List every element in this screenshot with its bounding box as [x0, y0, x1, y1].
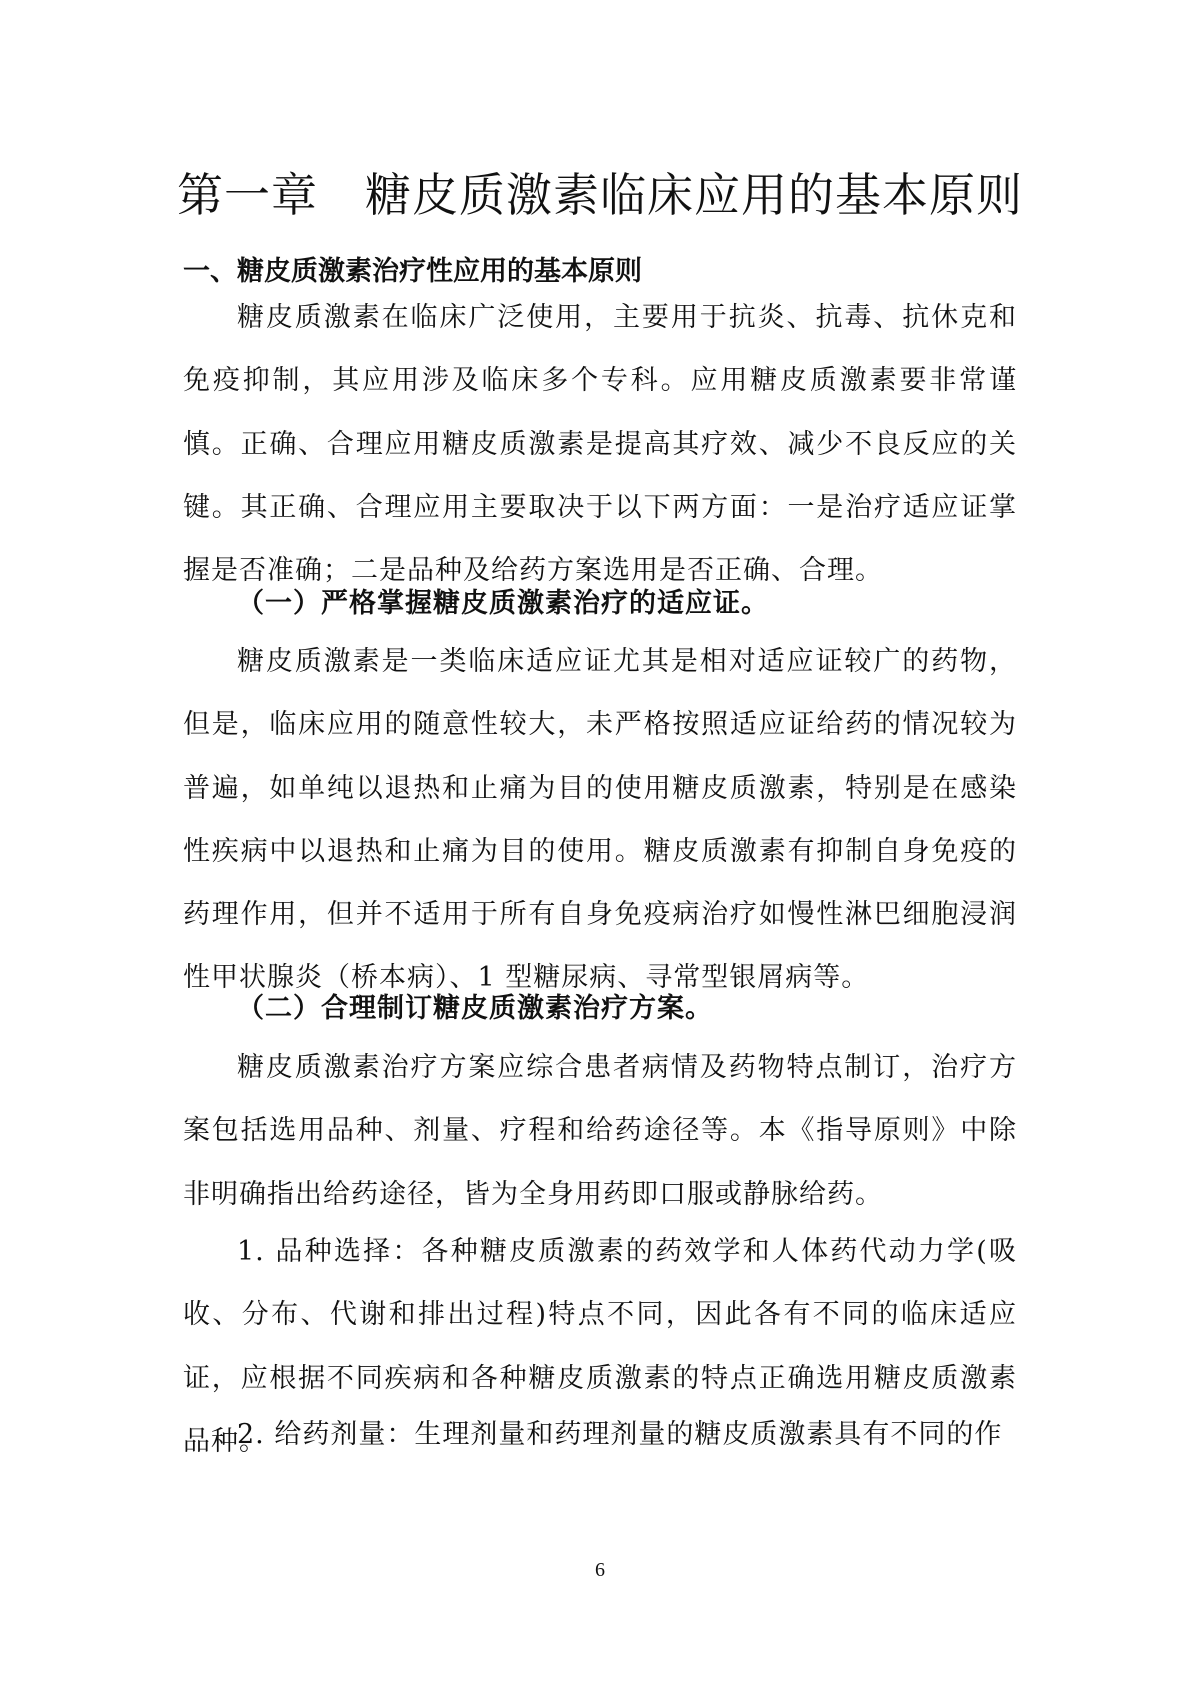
- paragraph-indications: 糖皮质激素是一类临床适应证尤其是相对适应证较广的药物，但是，临床应用的随意性较大，未严格按照适应证给药的情况较为普遍，如单纯以退热和止痛为目的使用糖皮质激素，特别是在感染性疾病中以退热和止痛为目的使用。糖皮质激素有抑制自身免疫的药理作用，但并不适用于所有自身免疫病治疗如慢性淋巴细胞浸润性甲状腺炎（桥本病）、1 型糖尿病、寻常型银屑病等。: [183, 646, 1017, 994]
- page-number: 6: [595, 1559, 605, 1581]
- paragraph-item-1: 1. 品种选择：各种糖皮质激素的药效学和人体药代动力学(吸收、分布、代谢和排出过程)特点不同，因此各有不同的临床适应证，应根据不同疾病和各种糖皮质激素的特点正确选用糖皮质激素品种。: [183, 1236, 1017, 1457]
- section-heading: 一、糖皮质激素治疗性应用的基本原则: [183, 256, 642, 287]
- subheading-treatment-plan: （二）合理制订糖皮质激素治疗方案。: [237, 993, 713, 1024]
- paragraph-intro: 糖皮质激素在临床广泛使用，主要用于抗炎、抗毒、抗休克和免疫抑制，其应用涉及临床多个专科。应用糖皮质激素要非常谨慎。正确、合理应用糖皮质激素是提高其疗效、减少不良反应的关键。其正确、合理应用主要取决于以下两方面：一是治疗适应证掌握是否准确；二是品种及给药方案选用是否正确、合理。: [183, 302, 1017, 587]
- paragraph-item-2: 2. 给药剂量：生理剂量和药理剂量的糖皮质激素具有不同的作: [237, 1419, 1003, 1450]
- paragraph-treatment-plan: 糖皮质激素治疗方案应综合患者病情及药物特点制订，治疗方案包括选用品种、剂量、疗程和给药途径等。本《指导原则》中除非明确指出给药途径，皆为全身用药即口服或静脉给药。: [183, 1052, 1017, 1210]
- chapter-title: 第一章 糖皮质激素临床应用的基本原则: [177, 168, 1023, 222]
- subheading-indications: （一）严格掌握糖皮质激素治疗的适应证。: [237, 588, 769, 619]
